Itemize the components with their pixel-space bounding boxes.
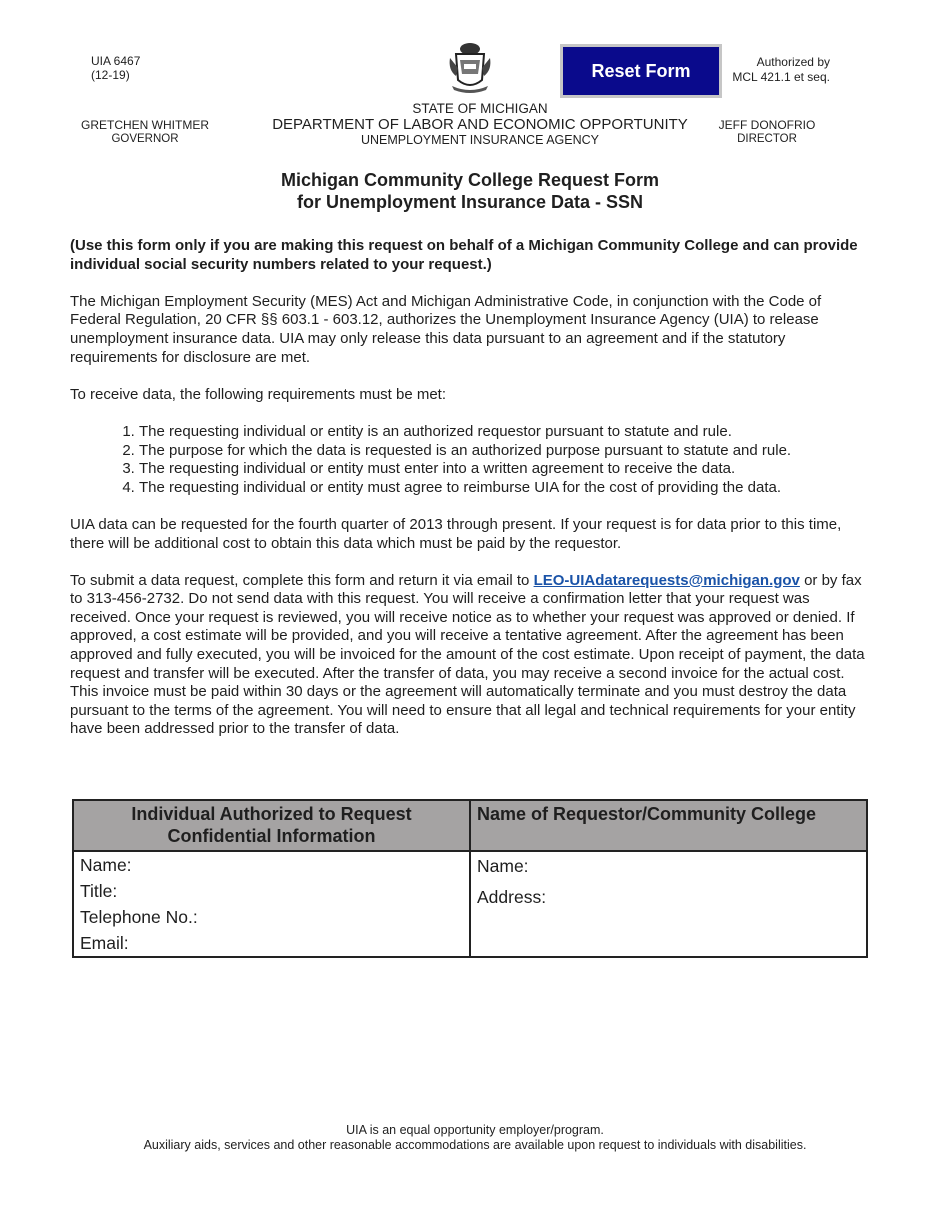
authorized-individual-fields [73, 851, 470, 957]
requirement-item: 1. The requesting individual or entity is an authorized requestor pursuant to statute and rule. [139, 423, 819, 442]
usage-notice: (Use this form only if you are making this request on behalf of a Michigan Community College and can provide individual social security numbers related to your request.) [70, 237, 858, 273]
requirements-list [70, 423, 819, 497]
department-name: DEPARTMENT OF LABOR AND ECONOMIC OPPORTUNITY [272, 116, 688, 133]
requestor-info-table [72, 799, 868, 958]
authorizing-statute: MCL 421.1 et seq. [732, 70, 830, 84]
submit-text-after: or by fax to 313-456-2732. Do not send data with this request. You will receive a confirmation letter that your request was received. Once your request is reviewed, you will receive notice as to whether your request was approved or denied. If approved, a cost estimate will be provided, and you will receive a tentative agreement. After the agreement has been approved and fully executed, you will be invoiced for the amount of the cost estimate. Upon receipt of payment, the data request and transfer will be executed. After the transfer of data, you may receive a second invoice for the actual cost. This invoice must be paid within 30 days or the agreement will automatically terminate and you must destroy the data pursuant to the terms of the agreement. You will need to ensure that all legal and technical requirements for your entity have been addressed prior to the transfer of data. [70, 571, 865, 738]
form-identifier [91, 54, 140, 82]
individual-title-field[interactable]: Title: [80, 881, 118, 901]
requirements-lead: To receive data, the following requirements must be met: [70, 385, 447, 403]
accommodations-statement: Auxiliary aids, services and other reasonable accommodations are available upon request to individuals with disabilities. [143, 1138, 807, 1152]
requirement-item: 4. The requesting individual or entity must agree to reimburse UIA for the cost of providing the data. [139, 479, 819, 498]
governor-block [70, 118, 220, 146]
individual-email-field[interactable]: Email: [80, 933, 129, 953]
director-title: DIRECTOR [737, 133, 797, 145]
email-link[interactable]: LEO-UIAdatarequests@michigan.gov [533, 571, 800, 589]
form-body [70, 237, 870, 758]
college-address-field[interactable]: Address: [477, 887, 547, 907]
legal-intro: The Michigan Employment Security (MES) Act and Michigan Administrative Code, in conjunction with the Code of Federal Regulation, 20 CFR §§ 603.1 - 603.12, authorizes the Unemployment Insurance Agency (UIA) to release unemployment insurance data. UIA may only release this data pursuant to an agreement and if the statutory requirements for disclosure are met. [70, 292, 822, 366]
college-name-field[interactable]: Name: [477, 856, 529, 876]
director-name: JEFF DONOFRIO [718, 118, 816, 132]
submission-instructions [70, 572, 870, 739]
requestor-college-fields [470, 851, 867, 957]
governor-title: GOVERNOR [111, 133, 179, 145]
form-title-line1: Michigan Community College Request Form [280, 170, 660, 190]
requirement-item: 3. The requesting individual or entity must enter into a written agreement to receive the data. [139, 460, 819, 479]
equal-opportunity-statement: UIA is an equal opportunity employer/program. [346, 1123, 604, 1137]
form-number: UIA 6467 [91, 54, 141, 68]
authorized-by: Authorized by [756, 55, 830, 69]
footer [60, 1123, 890, 1153]
requestor-college-header: Name of Requestor/Community College [470, 800, 867, 851]
reset-form-button[interactable] [560, 44, 722, 98]
requirement-item: 2. The purpose for which the data is requested is an authorized purpose pursuant to statute and rule. [139, 442, 819, 461]
authorized-individual-header: Individual Authorized to Request Confidential Information [73, 800, 470, 851]
form-title-line2: for Unemployment Insurance Data - SSN [296, 192, 644, 212]
individual-telephone-field[interactable]: Telephone No.: [80, 907, 198, 927]
authorization-note [732, 55, 830, 85]
form-title [100, 169, 840, 213]
state-name: STATE OF MICHIGAN [412, 101, 548, 116]
form-date: (12-19) [91, 68, 130, 82]
individual-name-field[interactable]: Name: [80, 855, 132, 875]
data-availability: UIA data can be requested for the fourth quarter of 2013 through present. If your request is for data prior to this time, there will be additional cost to obtain this data which must be paid by the requestor. [70, 515, 842, 552]
agency-name: UNEMPLOYMENT INSURANCE AGENCY [360, 133, 599, 147]
reset-form-label: Reset Form [591, 60, 691, 81]
governor-name: GRETCHEN WHITMER [81, 118, 209, 132]
director-block [697, 118, 837, 146]
submit-text-before: To submit a data request, complete this form and return it via email to [70, 571, 534, 589]
michigan-seal-icon [446, 40, 494, 96]
agency-block [250, 101, 710, 148]
